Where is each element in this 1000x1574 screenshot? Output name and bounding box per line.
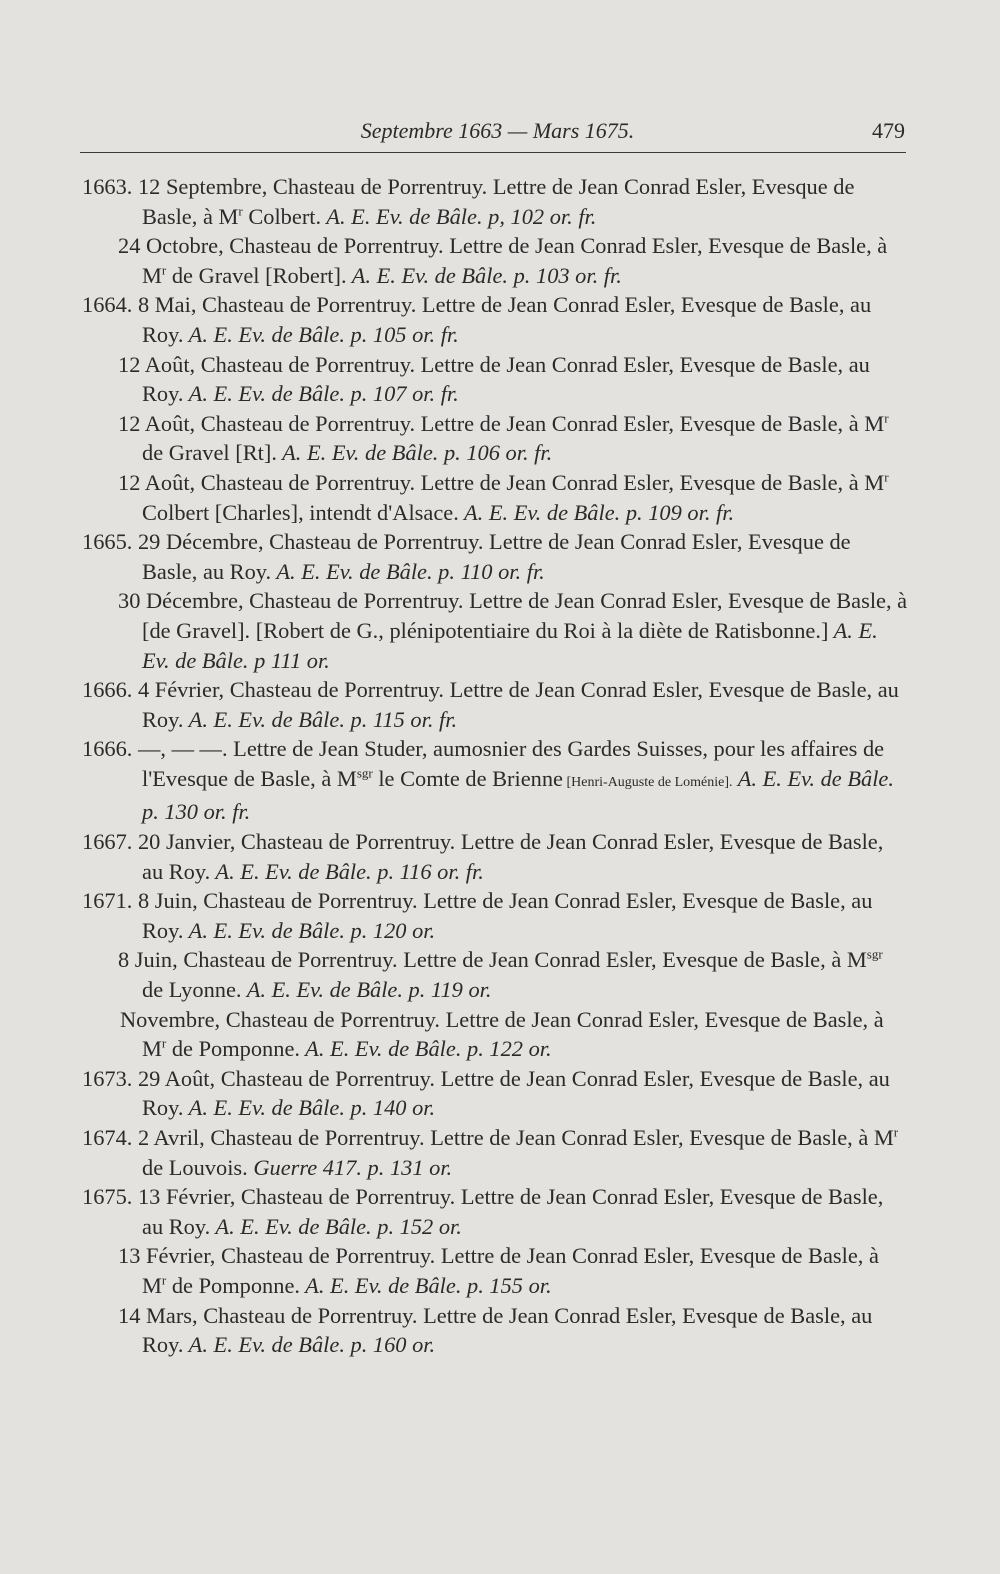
archive-reference: A. E. Ev. de Bâle. p. 106 or. fr. (276, 440, 553, 466)
entry-text-tail: de Gravel [Rt]. (142, 440, 277, 466)
entry-text-tail: le Comte de Brienne (372, 765, 563, 791)
header-rule (80, 152, 906, 153)
entry-text-tail: Colbert. (242, 203, 322, 229)
archive-reference: A. E. Ev. de Bâle. p. 122 or. (299, 1036, 552, 1062)
archive-reference: A. E. Ev. de Bâle. p. 110 or. fr. (271, 558, 545, 584)
entry-text-tail: de Lyonne. (142, 977, 242, 1003)
entry-item (82, 734, 908, 827)
page-number: 479 (872, 118, 905, 143)
entry-text: 1675. 13 Février, Chasteau de Porrentruy. Lettre de Jean Conrad Esler, Evesque de Basle, au Roy. (82, 1184, 884, 1239)
entry-text: 1664. 8 Mai, Chasteau de Porrentruy. Lettre de Jean Conrad Esler, Evesque de Basle, au Roy. (82, 292, 872, 347)
archive-reference: A. E. Ev. de Bâle. p. 152 or. (210, 1213, 462, 1239)
archive-reference: A. E. Ev. de Bâle. p. 103 or. fr. (346, 262, 622, 288)
superscript: r (161, 1035, 167, 1051)
entry-text: 1666. 4 Février, Chasteau de Porrentruy. Lettre de Jean Conrad Esler, Evesque de Basle, au Roy. (82, 677, 899, 732)
archive-reference: A. E. Ev. de Bâle. p. 105 or. fr. (183, 321, 459, 347)
superscript: r (884, 410, 889, 426)
archive-reference: A. E. Ev. de Bâle. p. 115 or. fr. (183, 706, 458, 732)
entry-item (82, 1064, 908, 1123)
small-note: [Henri-Auguste de Loménie]. (563, 774, 733, 790)
entry-item (82, 1123, 908, 1182)
entry-text: 1671. 8 Juin, Chasteau de Porrentruy. Lettre de Jean Conrad Esler, Evesque de Basle, au Roy. (82, 888, 873, 943)
entry-text-tail: de Pomponne. (166, 1036, 300, 1062)
entry-text: 1673. 29 Août, Chasteau de Porrentruy. Lettre de Jean Conrad Esler, Evesque de Basle, au Roy. (82, 1065, 890, 1121)
entry-item (82, 1241, 908, 1300)
entry-text: 12 Août, Chasteau de Porrentruy. Lettre de Jean Conrad Esler, Evesque de Basle, à M (118, 410, 885, 436)
entry-item (82, 172, 908, 231)
entry-item (82, 1301, 908, 1360)
entry-text: 14 Mars, Chasteau de Porrentruy. Lettre de Jean Conrad Esler, Evesque de Basle, au Roy. (118, 1302, 873, 1358)
superscript: sgr (866, 946, 883, 962)
superscript: r (238, 203, 243, 219)
entry-item (82, 290, 908, 349)
entry-item (82, 945, 908, 1004)
superscript: r (161, 262, 167, 278)
entry-text: 1674. 2 Avril, Chasteau de Porrentruy. Lettre de Jean Conrad Esler, Evesque de Basle, à M (82, 1125, 894, 1150)
entry-text-tail: Colbert [Charles], intendt d'Alsace. (142, 499, 459, 525)
entry-text-tail: de Pomponne. (166, 1272, 300, 1298)
entry-text: 30 Décembre, Chasteau de Porrentruy. Lettre de Jean Conrad Esler, Evesque de Basle, à [de Gravel]. [Robert de G., plénipotentiaire du Roi à la diète de Ratisbonne.] (118, 588, 908, 643)
archive-reference: A. E. Ev. de Bâle. p. 120 or. (183, 917, 436, 943)
entry-text: 12 Août, Chasteau de Porrentruy. Lettre de Jean Conrad Esler, Evesque de Basle, à M (118, 469, 885, 495)
entry-item (82, 886, 908, 945)
entry-list (82, 172, 908, 1360)
entry-text: 12 Août, Chasteau de Porrentruy. Lettre de Jean Conrad Esler, Evesque de Basle, au Roy. (118, 351, 870, 407)
entry-item (82, 231, 908, 290)
entry-text: 24 Octobre, Chasteau de Porrentruy. Lettre de Jean Conrad Esler, Evesque de Basle, à M (118, 233, 888, 288)
archive-reference: A. E. Ev. de Bâle. p. 140 or. (183, 1095, 436, 1121)
entry-item (82, 409, 908, 468)
archive-reference: A. E. Ev. de Bâle. p. 116 or. fr. (210, 858, 484, 884)
archive-reference: A. E. Ev. de Bâle. p. 109 or. fr. (458, 499, 735, 525)
entry-text: 1666. —, — —. Lettre de Jean Studer, aumosnier des Gardes Suisses, pour les affaires de l'Evesque de Basle, à M (82, 736, 885, 791)
entry-item (82, 1182, 908, 1241)
entry-text-tail: de Gravel [Robert]. (166, 262, 347, 288)
running-title: Septembre 1663 — Mars 1675. (360, 118, 635, 143)
entry-text: 13 Février, Chasteau de Porrentruy. Lettre de Jean Conrad Esler, Evesque de Basle, à M (118, 1243, 879, 1298)
entry-item (82, 586, 908, 675)
superscript: sgr (356, 765, 373, 781)
archive-reference: A. E. Ev. de Bâle. p. 119 or. (241, 977, 492, 1003)
entry-text: 1663. 12 Septembre, Chasteau de Porrentruy. Lettre de Jean Conrad Esler, Evesque de Basle, à M (82, 174, 855, 229)
entry-item (82, 350, 908, 409)
entry-text: Novembre, Chasteau de Porrentruy. Lettre de Jean Conrad Esler, Evesque de Basle, à M (120, 1006, 884, 1062)
entry-text-tail: de Louvois. (142, 1154, 248, 1180)
archive-reference: A. E. Ev. de Bâle. p 111 or. (142, 617, 878, 673)
entry-text: 8 Juin, Chasteau de Porrentruy. Lettre de Jean Conrad Esler, Evesque de Basle, à M (118, 947, 867, 973)
archive-reference: A. E. Ev. de Bâle. p. 160 or. (183, 1332, 436, 1358)
archive-reference: A. E. Ev. de Bâle. p. 155 or. (299, 1272, 552, 1298)
entry-item (82, 675, 908, 734)
entry-item (82, 1005, 908, 1064)
superscript: r (884, 469, 889, 485)
page-header (90, 110, 905, 150)
archive-reference: A. E. Ev. de Bâle. p, 102 or. fr. (321, 203, 597, 229)
entry-text: 1667. 20 Janvier, Chasteau de Porrentruy. Lettre de Jean Conrad Esler, Evesque de Basle, au Roy. (82, 829, 884, 884)
archive-reference: A. E. Ev. de Bâle. p. 130 or. fr. (142, 765, 894, 825)
entry-text: 1665. 29 Décembre, Chasteau de Porrentruy. Lettre de Jean Conrad Esler, Evesque de Basle, au Roy. (82, 529, 851, 584)
entry-item (82, 468, 908, 527)
entry-item (82, 527, 908, 586)
superscript: r (893, 1124, 899, 1140)
archive-reference: A. E. Ev. de Bâle. p. 107 or. fr. (183, 381, 459, 407)
archive-reference: Guerre 417. p. 131 or. (247, 1154, 453, 1180)
superscript: r (161, 1272, 167, 1288)
entry-item (82, 827, 908, 886)
